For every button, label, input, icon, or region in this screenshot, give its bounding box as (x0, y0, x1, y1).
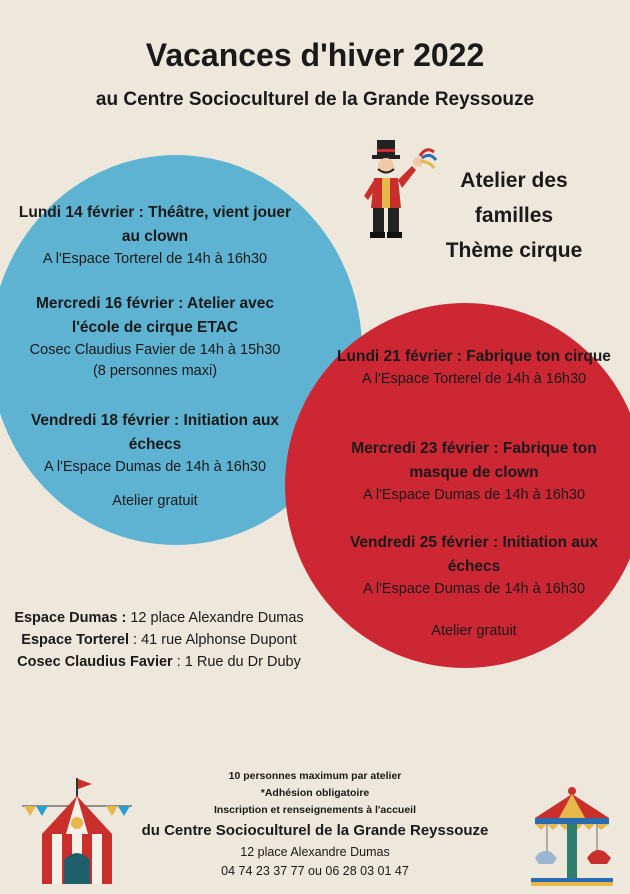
event-place: Cosec Claudius Favier de 14h à 15h30 (29, 342, 281, 358)
event-place: A l'Espace Torterel de 14h à 16h30 (42, 251, 268, 267)
footer-line: *Adhésion obligatoire (260, 787, 370, 799)
event-title: Lundi 21 février : Fabrique ton cirque (337, 348, 611, 365)
event-title: Lundi 14 février : Théâtre, vient jouer au clown (18, 204, 292, 245)
address-item (14, 629, 304, 651)
footer-address: 12 place Alexandre Dumas (240, 845, 390, 859)
event-place: A l'Espace Dumas de 14h à 16h30 (362, 581, 586, 597)
address-text: 12 place Alexandre Dumas (126, 610, 304, 626)
page-title: Vacances d'hiver 2022 (145, 37, 485, 73)
footer-info (130, 768, 500, 881)
address-name: Cosec Claudius Favier (17, 654, 173, 670)
circus-tent-illustration (20, 776, 135, 888)
address-name: Espace Torterel (21, 632, 130, 648)
footer-line: Inscription et renseignements à l'accueil (213, 804, 417, 816)
atelier-heading-line3: Thème cirque (445, 239, 583, 262)
event-place: A l'Espace Torterel de 14h à 16h30 (361, 371, 587, 387)
blue-free-label: Atelier gratuit (112, 493, 198, 509)
event-note: (8 personnes maxi) (92, 363, 218, 379)
atelier-heading-line2: familles (474, 204, 554, 227)
address-text: : 41 rue Alphonse Dupont (129, 632, 297, 648)
event-vendredi-18 (14, 409, 296, 478)
red-free-label: Atelier gratuit (431, 623, 517, 639)
event-vendredi-25 (336, 531, 612, 600)
event-mercredi-16 (14, 292, 296, 382)
event-title: Vendredi 25 février : Initiation aux échecs (349, 534, 599, 575)
address-list (14, 607, 304, 673)
address-item (14, 607, 304, 629)
footer-line: 10 personnes maximum par atelier (228, 770, 402, 782)
atelier-heading-line1: Atelier des (460, 169, 568, 192)
address-name: Espace Dumas : (14, 610, 127, 626)
event-mercredi-23 (336, 437, 612, 506)
footer-centre-name: du Centre Socioculturel de la Grande Reyssouze (141, 822, 489, 839)
event-lundi-14 (14, 201, 296, 270)
atelier-heading (414, 163, 614, 268)
event-place: A l'Espace Dumas de 14h à 16h30 (362, 487, 586, 503)
address-item (14, 651, 304, 673)
carousel-illustration (527, 784, 617, 888)
footer-phone: 04 74 23 37 77 ou 06 28 03 01 47 (221, 864, 409, 878)
address-text: : 1 Rue du Dr Duby (172, 654, 301, 670)
event-lundi-21 (336, 345, 612, 390)
event-title: Mercredi 16 février : Atelier avec l'école de cirque ETAC (35, 295, 275, 336)
event-title: Mercredi 23 février : Fabrique ton masque de clown (351, 440, 597, 481)
event-title: Vendredi 18 février : Initiation aux échecs (30, 412, 280, 453)
event-place: A l'Espace Dumas de 14h à 16h30 (43, 459, 267, 475)
page-subtitle: au Centre Socioculturel de la Grande Reyssouze (95, 89, 535, 110)
